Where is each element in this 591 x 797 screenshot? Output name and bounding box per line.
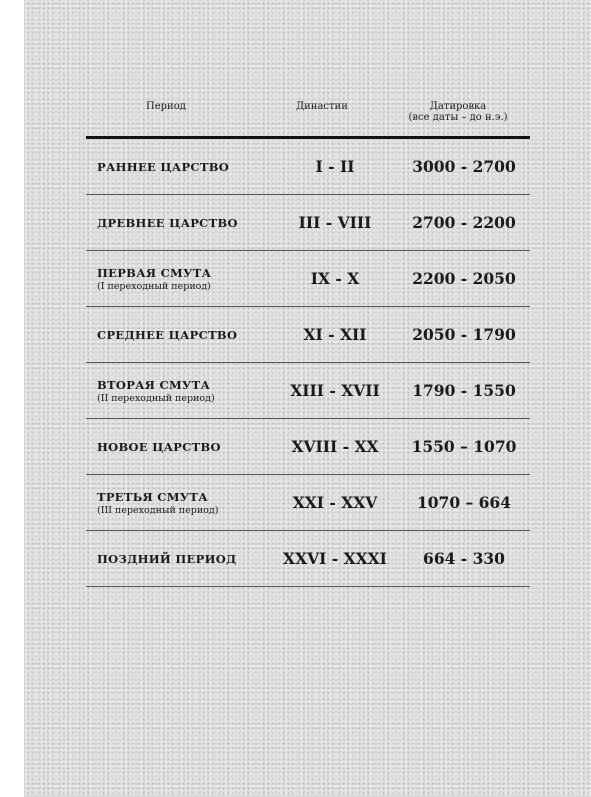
- period-name: ВТОРАЯ СМУТА: [97, 377, 211, 392]
- dates-cell: 2050 - 1790: [412, 325, 516, 344]
- dates-cell: 664 - 330: [423, 549, 505, 568]
- dynasties-cell: XXI - XXV: [292, 493, 378, 512]
- period-note: (II переходный период): [97, 392, 215, 404]
- period-note: (I переходный период): [97, 280, 211, 292]
- dynasties-cell: III - VIII: [298, 213, 372, 232]
- header-dynasties: Династии: [296, 101, 348, 112]
- period-cell: [97, 419, 221, 474]
- header-dating-title: Датировка: [429, 101, 487, 112]
- table-row: [86, 139, 530, 195]
- dates-cell: 3000 - 2700: [412, 157, 516, 176]
- period-name: ПЕРВАЯ СМУТА: [97, 265, 212, 280]
- table-row: [86, 363, 530, 419]
- chronology-table: [86, 92, 530, 587]
- header-dating: [386, 101, 530, 123]
- dynasties-cell: XVIII - XX: [291, 437, 379, 456]
- period-name: РАННЕЕ ЦАРСТВО: [97, 159, 230, 174]
- dates-cell: 2200 - 2050: [412, 269, 516, 288]
- period-cell: [97, 531, 237, 586]
- period-name: НОВОЕ ЦАРСТВО: [97, 439, 221, 454]
- period-cell: [97, 475, 218, 530]
- dates-cell: 1070 – 664: [416, 493, 512, 512]
- period-name: ПОЗДНИЙ ПЕРИОД: [97, 551, 237, 566]
- period-name: СРЕДНЕЕ ЦАРСТВО: [97, 327, 238, 342]
- period-name: ТРЕТЬЯ СМУТА: [97, 489, 208, 504]
- page: [24, 0, 591, 797]
- table-row: [86, 251, 530, 307]
- dynasties-cell: XXVI - XXXI: [283, 549, 387, 568]
- dates-cell: 2700 - 2200: [412, 213, 516, 232]
- dates-cell: 1790 - 1550: [412, 381, 516, 400]
- dynasties-cell: IX - X: [310, 269, 360, 288]
- period-cell: [97, 307, 237, 362]
- period-cell: [97, 363, 215, 418]
- header-dating-note: (все даты – до н.э.): [408, 112, 508, 123]
- dates-cell: 1550 – 1070: [411, 437, 517, 456]
- period-note: (III переходный период): [97, 504, 219, 516]
- header-period: Период: [146, 101, 186, 112]
- period-cell: [97, 251, 211, 306]
- period-name: ДРЕВНЕЕ ЦАРСТВО: [97, 215, 238, 230]
- dynasties-cell: XI - XII: [303, 325, 367, 344]
- table-row: [86, 475, 530, 531]
- table-row: [86, 531, 530, 587]
- table-row: [86, 195, 530, 251]
- table-row: [86, 419, 530, 475]
- dynasties-cell: I - II: [315, 157, 355, 176]
- table-row: [86, 307, 530, 363]
- period-cell: [97, 139, 229, 194]
- dynasties-cell: XIII - XVII: [290, 381, 380, 400]
- period-cell: [97, 195, 238, 250]
- table-header: [86, 92, 530, 139]
